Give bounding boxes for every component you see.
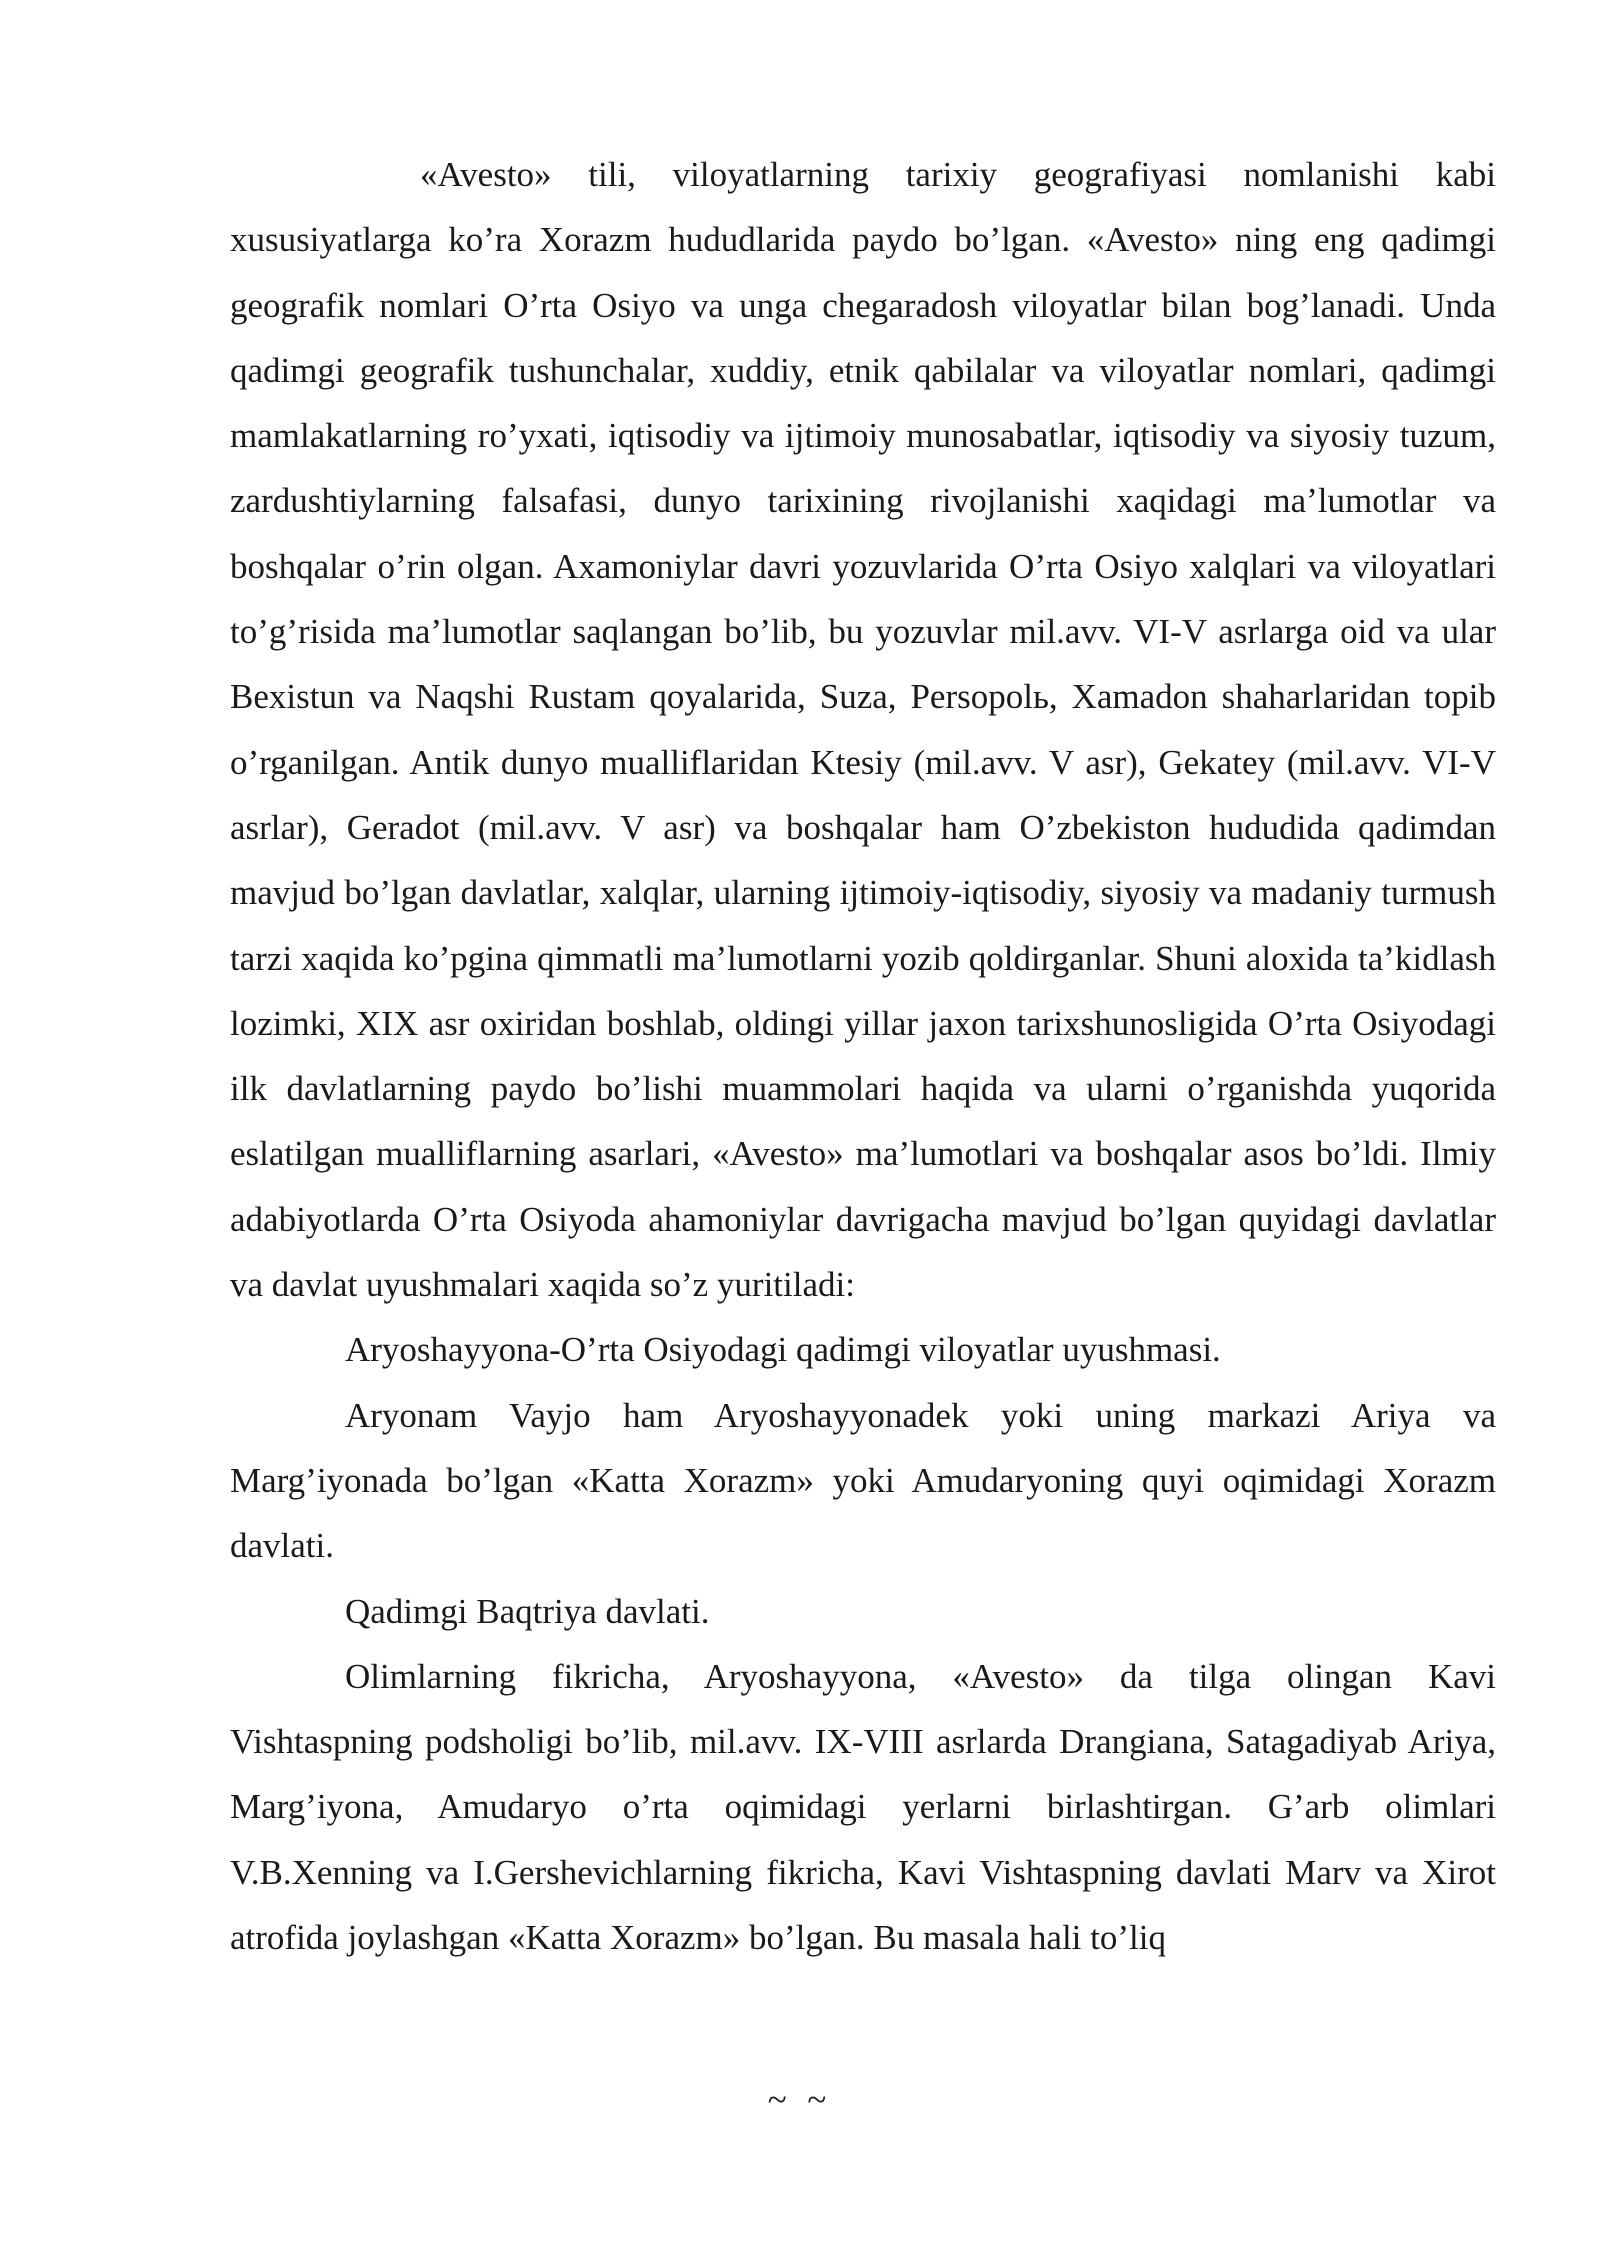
paragraph-baqtriya: Qadimgi Baqtriya davlati.	[345, 1591, 710, 1631]
document-page	[230, 142, 1496, 1970]
paragraph-avesto-sources: «Avesto» tili, viloyatlarning tarixiy geografiyasi nomlanishi kabi xususiyatlarga ko’ra Xorazm hududlarida paydo bo’lgan. «Avesto» ning eng qadimgi geografik nomlari O’rta Osiyo va unga chegaradosh viloyatlar bilan bog’lanadi. Unda qadimgi geografik tushunchalar, xuddiy, etnik qabilalar va viloyatlar nomlari, qadimgi mamlakatlarning ro’yxati, iqtisodiy va ijtimoiy munosabatlar, iqtisodiy va siyosiy tuzum, zardushtiylarning falsafasi, dunyo tarixining rivojlanishi xaqidagi ma’lumotlar va boshqalar o’rin olgan. Axamoniylar davri yozuvlarida O’rta Osiyo xalqlari va viloyatlari to’g’risida ma’lumotlar saqlangan bo’lib, bu yozuvlar mil.avv. VI-V asrlarga oid va ular Bexistun va Naqshi Rustam qoyalarida, Suza, Persopolь, Xamadon shaharlaridan topib o’rganilgan. Antik dunyo mualliflaridan Ktesiy (mil.avv. V asr), Gekatey (mil.avv. VI-V asrlar), Geradot (mil.avv. V asr) va boshqalar ham O’zbekiston hududida qadimdan mavjud bo’lgan davlatlar, xalqlar, ularning ijtimoiy-iqtisodiy, siyosiy va madaniy turmush tarzi xaqida ko’pgina qimmatli ma’lumotlarni yozib qoldirganlar. Shuni aloxida ta’kidlash lozimki, XIX asr oxiridan boshlab, oldingi yillar jaxon tarixshunosligida O’rta Osiyodagi ilk davlatlarning paydo bo’lishi muammolari haqida va ularni o’rganishda yuqorida eslatilgan mualliflarning asarlari, «Avesto» ma’lumotlari va boshqalar asos bo’ldi. Ilmiy adabiyotlarda O’rta Osiyoda ahamoniylar davrigacha mavjud bo’lgan quyidagi davlatlar va davlat uyushmalari xaqida so’z yuritiladi:	[230, 155, 1496, 1305]
paragraph-olimlar-fikricha: Olimlarning fikricha, Aryoshayyona, «Avesto» da tilga olingan Kavi Vishtaspning podsholigi bo’lib, mil.avv. IX-VIII asrlarda Drangiana, Satagadiyab Ariya, Marg’iyona, Amudaryo o’rta oqimidagi yerlarni birlashtirgan. G’arb olimlari V.B.Xenning va I.Gershevichlarning fikricha, Kavi Vishtaspning davlati Marv va Xirot atrofida joylashgan «Katta Xorazm» bo’lgan. Bu masala hali to’liq	[230, 1656, 1496, 1958]
page-footer: ~ ~	[767, 2080, 833, 2119]
paragraph-aryoshayyona: Aryoshayyona-O’rta Osiyodagi qadimgi viloyatlar uyushmasi.	[345, 1330, 1221, 1370]
paragraph-aryonam-vayjo: Aryonam Vayjo ham Aryoshayyonadek yoki uning markazi Ariya va Marg’iyonada bo’lgan «Katta Xorazm» yoki Amudaryoning quyi oqimidagi Xorazm davlati.	[230, 1395, 1496, 1566]
